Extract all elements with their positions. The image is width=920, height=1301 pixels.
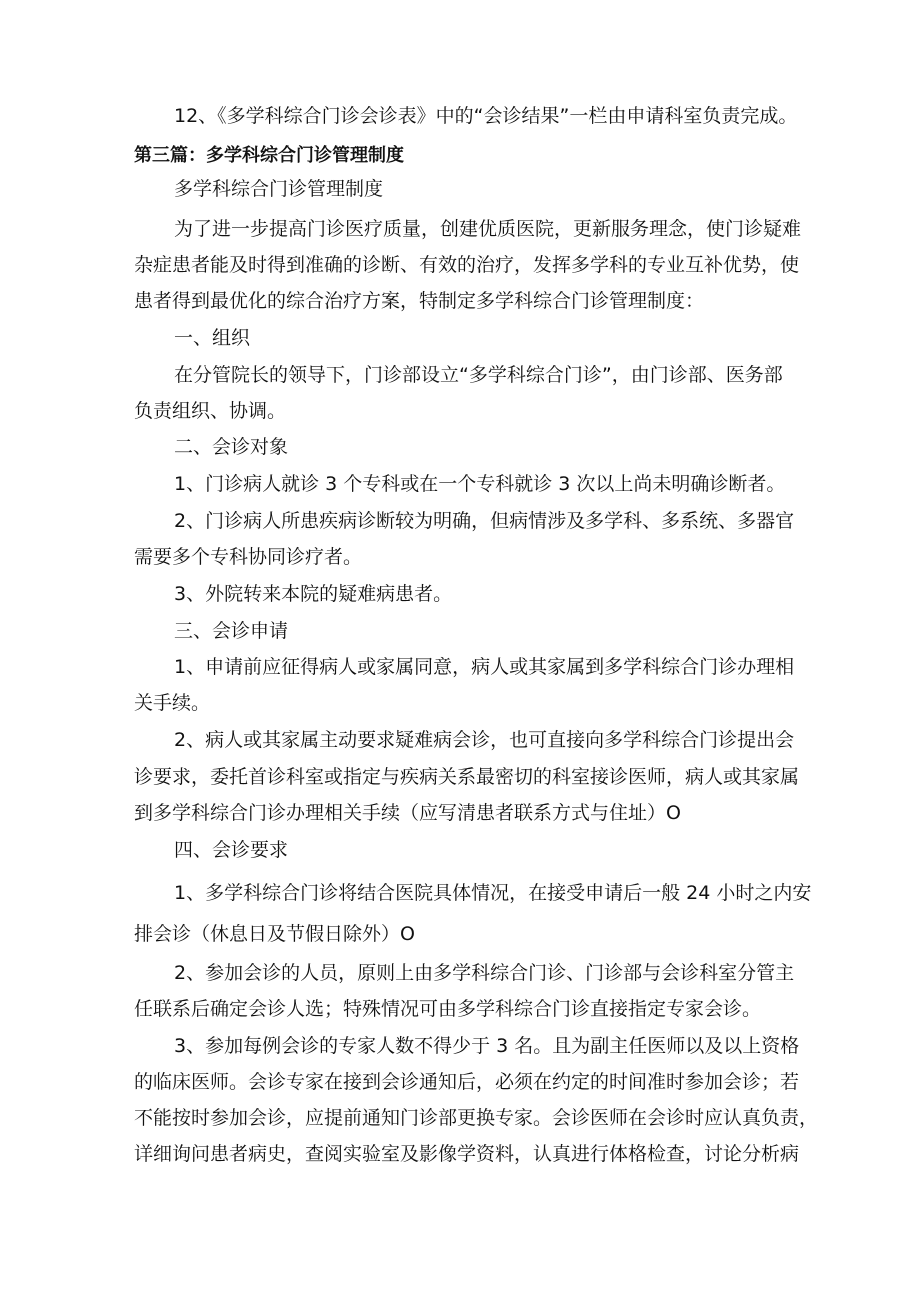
list-item: 1、多学科综合门诊将结合医院具体情况，在接受申请后一般 24 小时之内安 [174,882,812,904]
intro-line: 患者得到最优化的综合治疗方案，特制定多学科综合门诊管理制度： [134,290,705,312]
list-item: 需要多个专科协同诊疗者。 [134,546,363,568]
paragraph-line: 负责组织、协调。 [134,400,287,422]
list-item: 诊要求，委托首诊科室或指定与疾病关系最密切的科室接诊医师，病人或其家属 [134,766,800,788]
list-item: 1、申请前应征得病人或家属同意，病人或其家属到多学科综合门诊办理相 [174,656,795,678]
list-item: 关手续。 [134,692,211,714]
intro-line: 杂症患者能及时得到准确的诊断、有效的治疗，发挥多学科的专业互补优势，使 [134,254,800,276]
page-title: 多学科综合门诊管理制度 [174,178,384,200]
section-title: 四、会诊要求 [174,839,289,861]
list-item: 1、门诊病人就诊 3 个专科或在一个专科就诊 3 次以上尚未明确诊断者。 [174,473,786,495]
list-item: 2、参加会诊的人员，原则上由多学科综合门诊、门诊部与会诊科室分管主 [174,962,795,984]
list-item: 到多学科综合门诊办理相关手续（应写清患者联系方式与住址）O [134,802,681,824]
section-heading: 第三篇：多学科综合门诊管理制度 [134,145,404,166]
section-title: 三、会诊申请 [174,620,289,642]
list-item: 排会诊（休息日及节假日除外）O [134,923,415,945]
list-item: 不能按时参加会诊，应提前通知门诊部更换专家。会诊医师在会诊时应认真负责， [134,1107,819,1129]
section-title: 一、组织 [174,327,251,349]
list-item: 2、门诊病人所患疾病诊断较为明确，但病情涉及多学科、多系统、多器官 [174,510,795,532]
list-item: 3、外院转来本院的疑难病患者。 [174,583,453,605]
section-title: 二、会诊对象 [174,436,289,458]
list-item: 详细询问患者病史，查阅实验室及影像学资料，认真进行体格检查，讨论分析病 [134,1143,800,1165]
list-item: 任联系后确定会诊人选；特殊情况可由多学科综合门诊直接指定专家会诊。 [134,998,762,1020]
list-item: 3、参加每例会诊的专家人数不得少于 3 名。且为副主任医师以及以上资格 [174,1035,800,1057]
paragraph-line: 在分管院长的领导下，门诊部设立“多学科综合门诊”，由门诊部、医务部 [174,364,783,386]
list-item: 2、病人或其家属主动要求疑难病会诊，也可直接向多学科综合门诊提出会 [174,729,795,751]
list-item: 的临床医师。会诊专家在接到会诊通知后，必须在约定的时间准时参加会诊；若 [134,1071,800,1093]
intro-line: 为了进一步提高门诊医疗质量，创建优质医院，更新服务理念，使门诊疑难 [174,218,802,240]
list-item-12: 12、《多学科综合门诊会诊表》中的“会诊结果”一栏由申请科室负责完成。 [174,105,798,127]
